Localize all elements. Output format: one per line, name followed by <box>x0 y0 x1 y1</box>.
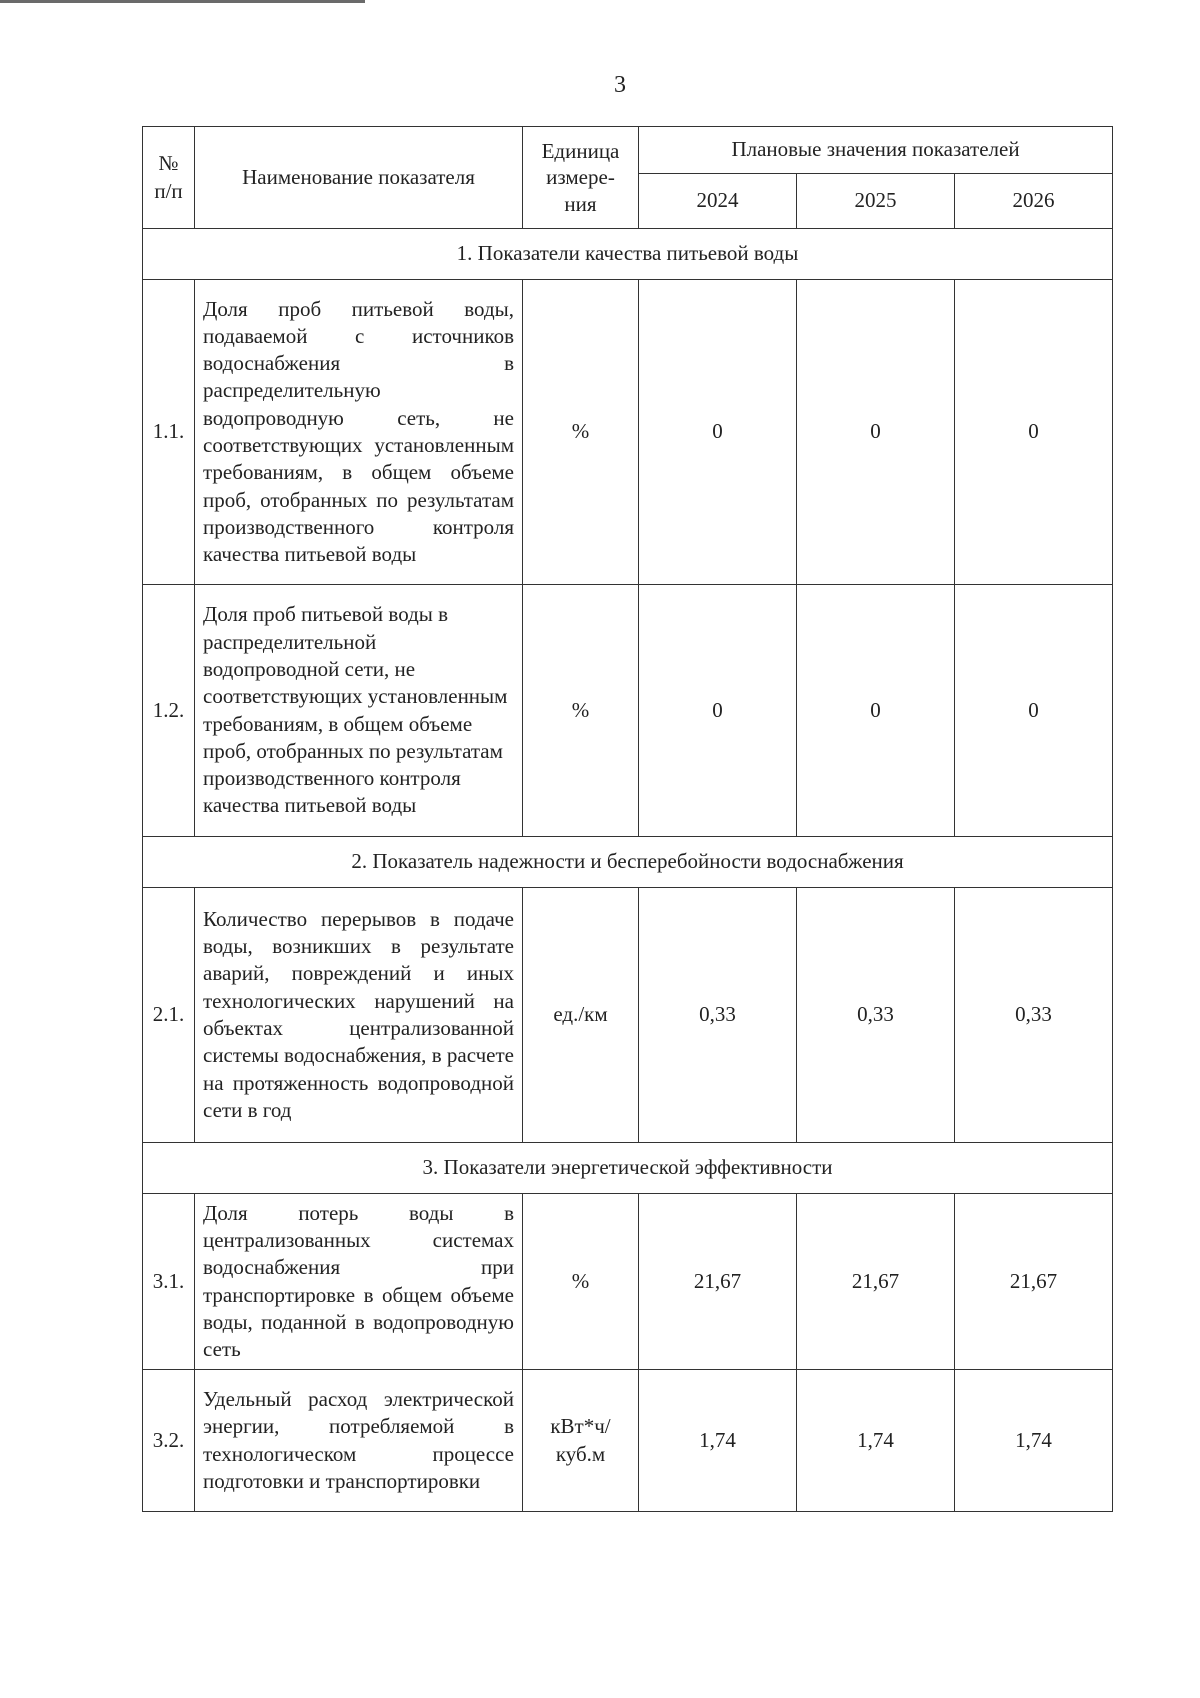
value-2026: 0 <box>955 585 1113 837</box>
value-2024: 0,33 <box>639 888 797 1143</box>
value-2024: 1,74 <box>639 1370 797 1512</box>
header-number <box>143 127 195 229</box>
value-2026: 0,33 <box>955 888 1113 1143</box>
indicator-name: Количество перерывов в подаче воды, возникших в результате аварий, повреждений и иных технологических нарушений на объектах централизованной системы водоснабжения, в расчете на протяженность водопроводной сети в год <box>195 888 523 1143</box>
header-planned-values: Плановые значения показателей <box>639 127 1113 174</box>
page-number: 3 <box>614 72 626 98</box>
indicator-name: Доля проб питьевой воды в распределительной водопроводной сети, не соответствующих установленным требованиям, в общем объеме проб, отобранных по результатам производственного контроля качества питьевой воды <box>195 585 523 837</box>
row-number: 3.1. <box>143 1194 195 1370</box>
header-indicator-name: Наименование показателя <box>195 127 523 229</box>
table-row <box>143 1370 1113 1512</box>
value-2024: 0 <box>639 280 797 585</box>
value-2025: 0 <box>797 280 955 585</box>
value-2026: 1,74 <box>955 1370 1113 1512</box>
value-2026: 21,67 <box>955 1194 1113 1370</box>
section-title: 3. Показатели энергетической эффективности <box>143 1143 1113 1194</box>
indicators-table <box>142 126 1113 1512</box>
table-row <box>143 585 1113 837</box>
value-2025: 1,74 <box>797 1370 955 1512</box>
unit-cell: % <box>523 280 639 585</box>
table-row <box>143 1194 1113 1370</box>
row-number: 1.1. <box>143 280 195 585</box>
section-title: 1. Показатели качества питьевой воды <box>143 229 1113 280</box>
unit-cell: % <box>523 585 639 837</box>
unit-cell: ед./км <box>523 888 639 1143</box>
header-year: 2026 <box>955 174 1113 229</box>
table-row <box>143 280 1113 585</box>
scan-edge-line <box>0 0 365 3</box>
value-2024: 0 <box>639 585 797 837</box>
value-2025: 0,33 <box>797 888 955 1143</box>
row-number: 1.2. <box>143 585 195 837</box>
unit-cell <box>523 1370 639 1512</box>
header-unit-label: Единица измере- ния <box>541 139 620 216</box>
header-year: 2024 <box>639 174 797 229</box>
row-number: 3.2. <box>143 1370 195 1512</box>
value-2025: 21,67 <box>797 1194 955 1370</box>
table-row <box>143 888 1113 1143</box>
indicator-name: Удельный расход электрической энергии, потребляемой в технологическом процессе подготовки и транспортировки <box>195 1370 523 1512</box>
section-row <box>143 1143 1113 1194</box>
value-2024: 21,67 <box>639 1194 797 1370</box>
header-year: 2025 <box>797 174 955 229</box>
header-unit <box>523 127 639 229</box>
row-number: 2.1. <box>143 888 195 1143</box>
indicator-name: Доля проб питьевой воды, подаваемой с источников водоснабжения в распределительную водопроводную сеть, не соответствующих установленным требованиям, в общем объеме проб, отобранных по результатам производственного контроля качества питьевой воды <box>195 280 523 585</box>
unit-label: кВт*ч/ куб.м <box>550 1414 611 1466</box>
unit-cell: % <box>523 1194 639 1370</box>
section-title: 2. Показатель надежности и бесперебойности водоснабжения <box>143 837 1113 888</box>
section-row <box>143 229 1113 280</box>
section-row <box>143 837 1113 888</box>
header-number-label: № п/п <box>154 151 183 203</box>
indicator-name: Доля потерь воды в централизованных системах водоснабжения при транспортировке в общем объеме воды, поданной в водопроводную сеть <box>195 1194 523 1370</box>
value-2026: 0 <box>955 280 1113 585</box>
value-2025: 0 <box>797 585 955 837</box>
